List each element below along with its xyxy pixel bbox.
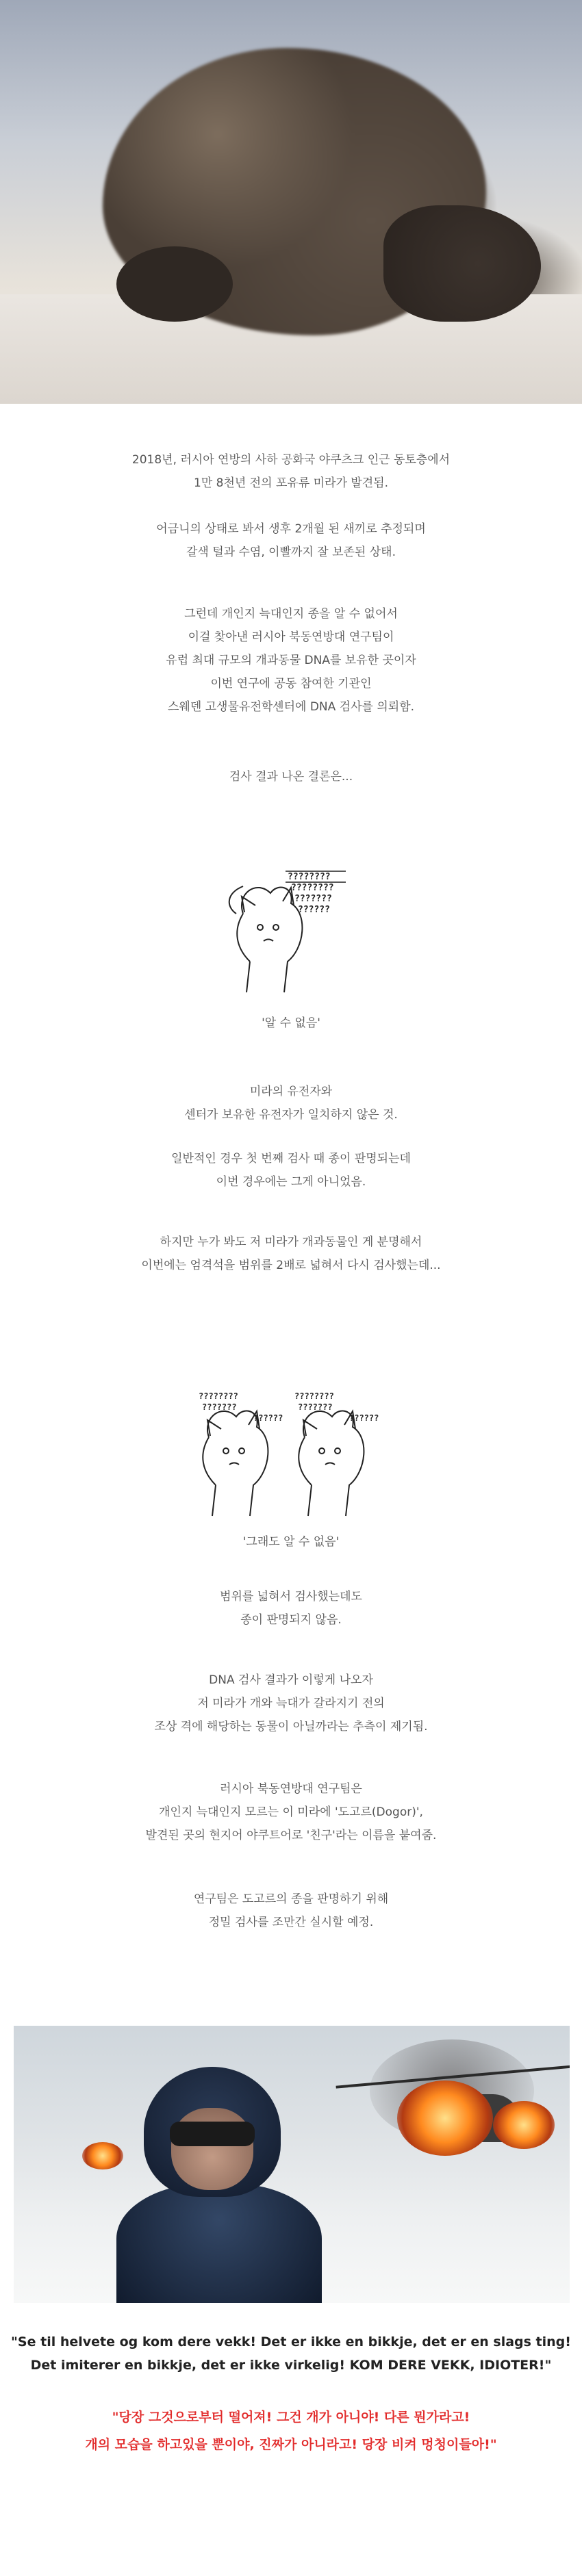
text-line: 어금니의 상태로 봐서 생후 2개월 된 새끼로 추정되며 [156,522,426,536]
text-line: DNA 검사 결과가 이렇게 나오자 [209,1673,373,1687]
text-line: 러시아 북동연방대 연구팀은 [220,1782,362,1796]
text-line: 그런데 개인지 늑대인지 종을 알 수 없어서 [184,607,398,621]
text-line: 이걸 찾아낸 러시아 북동연방대 연구팀이 [188,630,394,644]
snow-scene-photo [14,2026,570,2303]
text-line: 스웨덴 고생물유전학센터에 DNA 검사를 의뢰함. [167,700,415,714]
paragraph-ancestor-theory [0,1669,582,1738]
caption-still-unknown [0,1530,582,1554]
caption-unknown [0,1012,582,1035]
paragraph-discovery [0,448,582,495]
text-line: 일반적인 경우 첫 번째 검사 때 종이 판명되는데 [171,1152,411,1165]
svg-text:???????: ??????? [202,1402,237,1412]
svg-text:????????: ???????? [288,872,331,882]
paragraph-widened-test [0,1585,582,1632]
text-line: 종이 판명되지 않음. [240,1613,342,1627]
doodle-drawing [195,1389,401,1519]
quote-line: "당장 그것으로부터 떨어져! 그건 개가 아니야! 다른 뭔가라고! [112,2410,470,2425]
paragraph-dna-request [0,602,582,719]
paragraph-naming [0,1777,582,1847]
caption-text: '그래도 알 수 없음' [242,1535,340,1549]
fire-right [493,2101,555,2149]
text-line: 범위를 넓혀서 검사했는데도 [220,1590,362,1603]
svg-text:??????: ?????? [298,905,330,915]
fire-large [397,2081,493,2156]
two-confused-cats-doodle [195,1389,401,1519]
text-line: 유럽 최대 규모의 개과동물 DNA를 보유한 곳이자 [166,654,416,667]
text-line: 갈색 털과 수염, 이빨까지 잘 보존된 상태. [186,545,396,559]
svg-text:???????: ??????? [298,1402,333,1412]
quote-line: 개의 모습을 하고있을 뿐이야, 진짜가 아니라고! 당장 비켜 멍청이들아!" [85,2437,497,2452]
mummy-paw [116,246,233,322]
text-line: 연구팀은 도고르의 종을 판명하기 위해 [193,1892,389,1906]
text-line: 이번에는 엄격석을 범위를 2배로 넓혀서 다시 검사했는데... [141,1259,441,1272]
quote-line: "Se til helvete og kom dere vekk! Det er ikke en bikkje, det er en slags ting! [11,2334,571,2349]
paragraph-second-test [0,1231,582,1277]
dog-mummy-photo [0,0,582,404]
text-line: 검사 결과 나온 결론은... [229,770,353,784]
text-line: 개인지 늑대인지 모르는 이 미라에 '도고르(Dogor)', [159,1805,423,1819]
man-in-parka [116,2067,322,2303]
text-line: 미라의 유전자와 [249,1085,333,1098]
paragraph-condition [0,517,582,564]
face [171,2108,253,2190]
svg-text:????????: ???????? [294,1391,334,1401]
text-line: 1만 8천년 전의 포유류 미라가 발견됨. [194,476,388,490]
paragraph-result-intro [0,765,582,788]
svg-text:????????: ???????? [199,1391,238,1401]
svg-text:????????: ???????? [291,883,334,893]
text-line: 이번 경우에는 그게 아니었음. [216,1175,366,1189]
text-line: 센터가 보유한 유전자가 일치하지 않은 것. [184,1108,398,1122]
mummy-snout [383,205,541,322]
paragraph-next-steps [0,1888,582,1934]
svg-text:??????: ?????? [349,1413,379,1423]
doodle-drawing [223,866,359,996]
paragraph-mismatch [0,1080,582,1126]
goggles [170,2122,255,2146]
text-line: 하지만 누가 봐도 저 미라가 개과동물인 게 분명해서 [160,1235,422,1249]
text-line: 2018년, 러시아 연방의 사하 공화국 야쿠츠크 인근 동토층에서 [131,453,451,467]
text-line: 조상 격에 해당하는 동물이 아닐까라는 추측이 제기됨. [154,1720,428,1734]
svg-text:??????: ?????? [253,1413,283,1423]
quote-norwegian [0,2330,582,2377]
text-line: 발견된 곳의 현지어 야쿠트어로 '친구'라는 이름을 붙여줌. [145,1829,437,1842]
paragraph-first-test [0,1147,582,1194]
caption-text: '알 수 없음' [262,1016,320,1030]
text-line: 저 미라가 개와 늑대가 갈라지기 전의 [197,1697,385,1710]
text-line: 이번 연구에 공동 참여한 기관인 [210,677,372,691]
parka [116,2183,322,2303]
svg-text:???????: ??????? [294,894,332,904]
quote-line: Det imiterer en bikkje, det er ikke virkelig! KOM DERE VEKK, IDIOTER!" [30,2358,552,2373]
confused-cat-doodle [223,866,359,996]
quote-korean [0,2404,582,2458]
text-line: 정밀 검사를 조만간 실시할 예정. [208,1916,374,1929]
